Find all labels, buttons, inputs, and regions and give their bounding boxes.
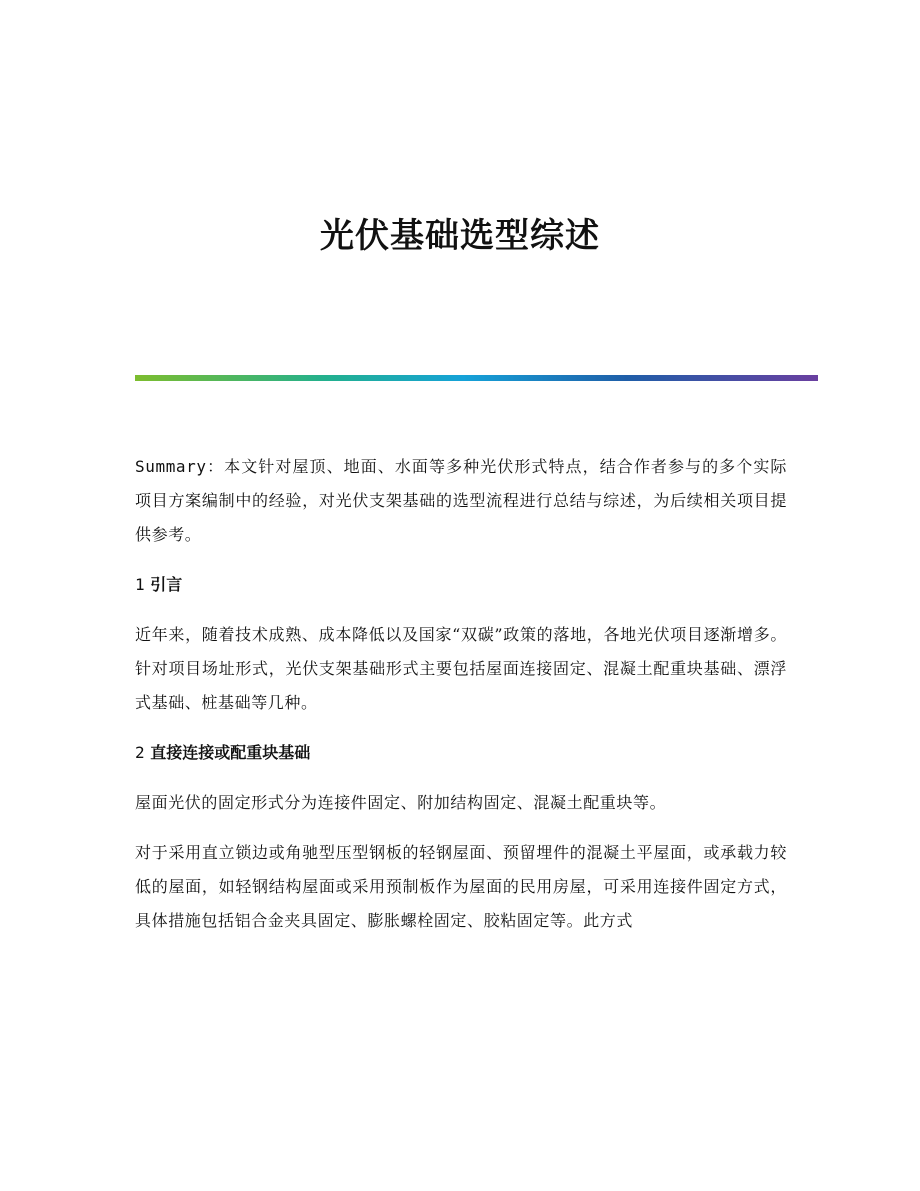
summary-paragraph <box>135 450 787 552</box>
section-2-paragraph-1: 屋面光伏的固定形式分为连接件固定、附加结构固定、混凝土配重块等。 <box>135 793 667 812</box>
document-body <box>135 450 787 954</box>
section-number: 1 <box>135 575 145 594</box>
section-1-paragraph-1: 近年来，随着技术成熟、成本降低以及国家“双碳”政策的落地，各地光伏项目逐渐增多。针对项目场址形式，光伏支架基础形式主要包括屋面连接固定、混凝土配重块基础、漂浮式基础、桩基础等几种。 <box>135 625 787 712</box>
section-heading-2 <box>135 736 787 770</box>
section-heading-1 <box>135 568 787 602</box>
summary-label: Summary： <box>135 457 225 476</box>
section-2-paragraph-2: 对于采用直立锁边或角驰型压型钢板的轻钢屋面、预留埋件的混凝土平屋面，或承载力较低的屋面，如轻钢结构屋面或采用预制板作为屋面的民用房屋，可采用连接件固定方式，具体措施包括铝合金夹具固定、膨胀螺栓固定、胶粘固定等。此方式 <box>135 843 787 930</box>
gradient-divider <box>135 375 818 381</box>
section-title: 直接连接或配重块基础 <box>150 743 311 762</box>
document-title: 光伏基础选型综述 <box>320 216 600 256</box>
section-number: 2 <box>135 743 145 762</box>
section-title: 引言 <box>150 575 183 594</box>
summary-text: 本文针对屋顶、地面、水面等多种光伏形式特点，结合作者参与的多个实际项目方案编制中的经验，对光伏支架基础的选型流程进行总结与综述，为后续相关项目提供参考。 <box>135 457 787 544</box>
